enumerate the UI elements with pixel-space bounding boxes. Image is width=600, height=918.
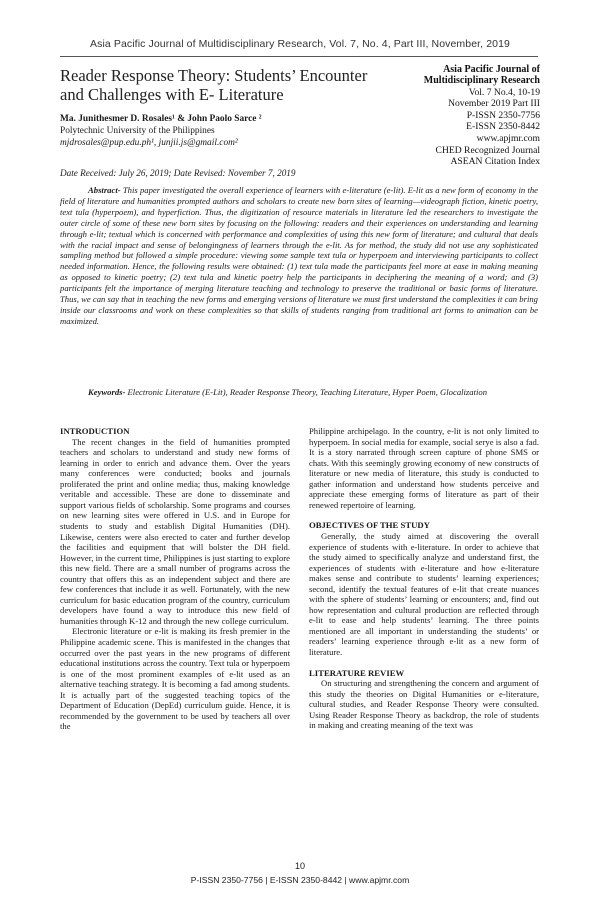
left-column xyxy=(60,426,290,732)
author-block xyxy=(60,114,390,149)
journal-website: www.apjmr.com xyxy=(476,132,540,144)
journal-volume: Vol. 7 No.4, 10-19 xyxy=(468,86,540,98)
date-line: Date Received: July 26, 2019; Date Revised: November 7, 2019 xyxy=(60,168,296,178)
journal-eissn: E-ISSN 2350-8442 xyxy=(466,121,540,133)
journal-info xyxy=(398,64,540,168)
page-number: 10 xyxy=(294,861,305,871)
intro-paragraph-continued: Philippine archipelago. In the country, e-lit is not only limited to hyperpoem. In social media for example, social serye is also a fad. It is a story narrated through screen capture of phone SMS or chats. With this seemingly growing economy of new constructs of literature or new media of literature, this study is conducted to gather information and understand how students perceive and appreciate these emerging forms of literature as part of their renewed repertoire of learning. xyxy=(309,426,539,510)
objectives-paragraph: Generally, the study aimed at discovering the overall experience of students with e-literature. In order to achieve that the study aimed to specifically analyze and understand first, the experiences of students with e-literature and how e-literature makes sense and contribute to students’ learning experiences; second, identify the textual features of e-lit that create nuances with the sphere of students’ learning or encounters; and, find out how representation and cultural production are reflected through e-lit to ease and help students’ learning. The three points mentioned are all important in understanding the students’ or readers’ learning experience through e-lit as a new form of literature. xyxy=(309,530,539,657)
intro-paragraph-2: Electronic literature or e-lit is making its fresh premier in the Philippine academic scene. This is manifested in the changes that occurred over the past years in the new programs of different educational institutions across the country. Text tula or hyperpoem is one of the most prominent examples of e-lit used as an alternative teaching strategy. It is becoming a fad among students. It is actually part of the suggested teaching topics of the Department of Education (DepEd) curriculum guide. Hence, it is recommended by the government to be used by teachers all over the xyxy=(60,626,290,732)
journal-name: Asia Pacific Journal of Multidisciplinary Research xyxy=(423,64,540,87)
abstract-label: Abstract- xyxy=(88,185,121,195)
running-header: Asia Pacific Journal of Multidisciplinary Research, Vol. 7, No. 4, Part III, November, 2019 xyxy=(90,38,510,50)
abstract-text: This paper investigated the overall experience of learners with e-literature (e-lit). E-lit as a new form of economy in the field of literature and humanities prompted authors and scholars to create new born sites of learning—videograph fiction, kinetic poetry, text tula (hyperpoem), and hyperfiction. Thus, the digitization of resource materials in literature led the researchers to investigate the outer circle of some of these new born sites by focusing on the following: readers and their experiences on understanding and learning through e-lit; textual which is concerned with performance and complexities of using this new form of literature; and cultural that deals with the racial impact and sense of belongingness of learners through the e-lit. As for method, the study did not use any sophisticated sampling method but followed a simple procedure: viewing some sample text tula or hyperpoem and interviewing participants to collect needed information. Hence, the following results were obtained: (1) text tula made the participants feel more at ease in making meaning as opposed to kinetic poetry; (2) text tula and kinetic poetry help the participants in deciphering the meaning of a word; and (3) participants felt the importance of merging literature teaching and technology to preserve the traditional or basic forms of literature. Thus, we can say that in teaching the new forms and emerging versions of literature we must first understand the complexities it can bring inside our classrooms and work on these complexities so that skills of students ranging from traditional art forms to animation can be maximized. xyxy=(60,185,538,326)
journal-issue: November 2019 Part III xyxy=(448,98,540,110)
paper-title: Reader Response Theory: Students’ Encounter and Challenges with E- Literature xyxy=(60,66,368,104)
page-footer: P-ISSN 2350-7756 | E-ISSN 2350-8442 | www.apjmr.com xyxy=(190,875,410,885)
author-names: Ma. Junithesmer D. Rosales¹ & John Paolo Sarce ² xyxy=(60,114,262,124)
abstract xyxy=(60,185,538,327)
author-emails: mjdrosales@pup.edu.ph¹, junjii.js@gmail.com² xyxy=(60,137,238,148)
literature-review-paragraph: On structuring and strengthening the concern and argument of this study the theories on Digital Humanities or e-literature, cultural studies, and Reader Response Theory were consulted. Using Reader Response Theory as backdrop, the role of students in making and creating meaning of the text was xyxy=(309,678,539,731)
journal-pissn: P-ISSN 2350-7756 xyxy=(466,109,540,121)
header-rule xyxy=(60,56,538,57)
keywords xyxy=(60,387,538,398)
author-affiliation: Polytechnic University of the Philippines xyxy=(60,125,215,136)
journal-asean: ASEAN Citation Index xyxy=(450,156,540,168)
keywords-label: Keywords- xyxy=(88,387,126,397)
intro-paragraph-1: The recent changes in the field of humanities prompted teachers and scholars to understand and study new forms of learning in order to enrich and advance them. Over the years many conferences were conducted; books and journals proliferated the print and online media; thus, making knowledge veritable and accessible. These are done to disseminate and support various fields of scholarship. Some programs and courses on new learning sites were offered in U.S. and in Europe for students to study and establish Digital Humanities (DH). Likewise, centers were also erected to cater and further develop the facilities and equipment that will bolster the DH field. However, in the current time, Philippines is just starting to explore this new field. There are a small number of programs across the country that offers this as an independent subject and there are few conferences that include it as well. Fortunately, with the new curriculum for basic education program of the country, curriculum developers have found a way to introduce this new field of humanities through K-12 and through the new college curriculum. xyxy=(60,436,290,626)
right-column xyxy=(309,426,539,731)
journal-ched: CHED Recognized Journal xyxy=(435,144,540,156)
keywords-text: Electronic Literature (E-Lit), Reader Response Theory, Teaching Literature, Hyper Poem, Glocalization xyxy=(125,387,488,397)
objectives-heading: OBJECTIVES OF THE STUDY xyxy=(309,520,430,531)
literature-review-heading: LITERATURE REVIEW xyxy=(309,667,405,678)
introduction-heading: INTRODUCTION xyxy=(60,426,130,436)
